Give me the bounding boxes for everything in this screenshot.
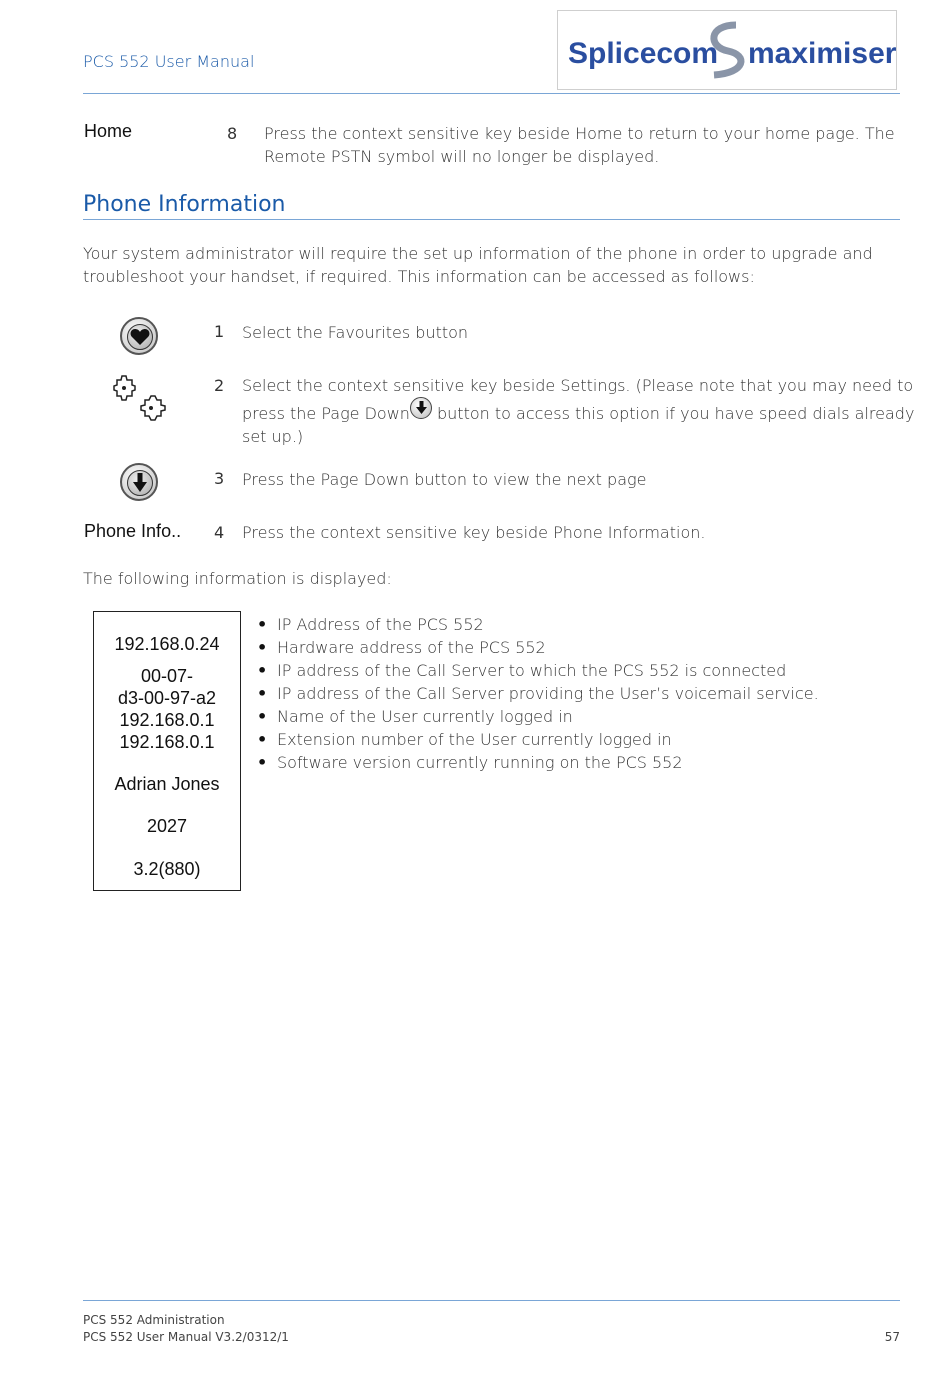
display-extension: 2027 [146,816,188,836]
home-key-label: Home [84,121,133,141]
step-4-text: Press the context sensitive key beside Phone Information. [242,523,706,542]
step-4-number: 4 [214,523,225,542]
phone-info-key-label: Phone Info.. [84,521,182,541]
page-down-arrow-icon [120,463,158,501]
display-user-name: Adrian Jones [114,774,220,794]
step-2-number: 2 [214,376,225,395]
info-bullet-list [253,613,873,774]
phone-display-screen [93,611,241,891]
section-rule [83,219,900,220]
logo-text-left: Splicecom [568,37,719,70]
step-8-line1: Press the context sensitive key beside Home to return to your home page. The [264,124,895,143]
display-hw-line1: 00-07- [140,666,194,686]
display-ip-address: 192.168.0.24 [114,634,220,654]
favourites-heart-icon [120,317,158,355]
step-1-text: Select the Favourites button [242,323,469,342]
bullet-item: • Name of the User currently logged in [253,705,873,728]
page-number: 57 [884,1330,900,1344]
step-1-number: 1 [214,322,225,341]
step-number: 8 [227,124,238,143]
footer-line2: PCS 552 User Manual V3.2/0312/1 [83,1330,289,1344]
section-intro-line1: Your system administrator will require the set up information of the phone in order to upgrade and [83,244,873,263]
display-hw-line2: d3-00-97-a2 [117,688,217,708]
bullet-item: • IP address of the Call Server to which the PCS 552 is connected [253,659,873,682]
display-voicemail-ip: 192.168.0.1 [119,732,215,752]
display-software-version: 3.2(880) [133,859,201,879]
header-rule [83,93,900,94]
following-text: The following information is displayed: [83,569,392,588]
bullet-item: • Hardware address of the PCS 552 [253,636,873,659]
step-3-text: Press the Page Down button to view the next page [242,470,647,489]
step-3-number: 3 [214,469,225,488]
step-2-line3: set up.) [242,427,304,446]
step-2-line2b: button to access this option if you have speed dials already [437,404,915,423]
step-2-line2a: press the Page Down [242,404,410,423]
bullet-item: • Extension number of the User currently logged in [253,728,873,751]
settings-gear-icon [113,374,169,424]
logo-graphic [558,11,896,89]
header-title: PCS 552 User Manual [83,52,255,71]
logo-text-right: maximiser [748,37,896,70]
step-2-line1: Select the context sensitive key beside Settings. (Please note that you may need to [242,376,914,395]
inline-page-down-icon [410,397,432,419]
step-8-line2: Remote PSTN symbol will no longer be displayed. [264,147,660,166]
splicecom-maximiser-logo [557,10,897,90]
bullet-item: • IP Address of the PCS 552 [253,613,873,636]
section-intro-line2: troubleshoot your handset, if required. This information can be accessed as follows: [83,267,755,286]
bullet-item: • Software version currently running on the PCS 552 [253,751,873,774]
footer-rule [83,1300,900,1301]
bullet-item: • IP address of the Call Server providing the User’s voicemail service. [253,682,873,705]
footer-line1: PCS 552 Administration [83,1313,225,1327]
section-title: Phone Information [83,192,286,217]
display-call-server-ip: 192.168.0.1 [119,710,215,730]
